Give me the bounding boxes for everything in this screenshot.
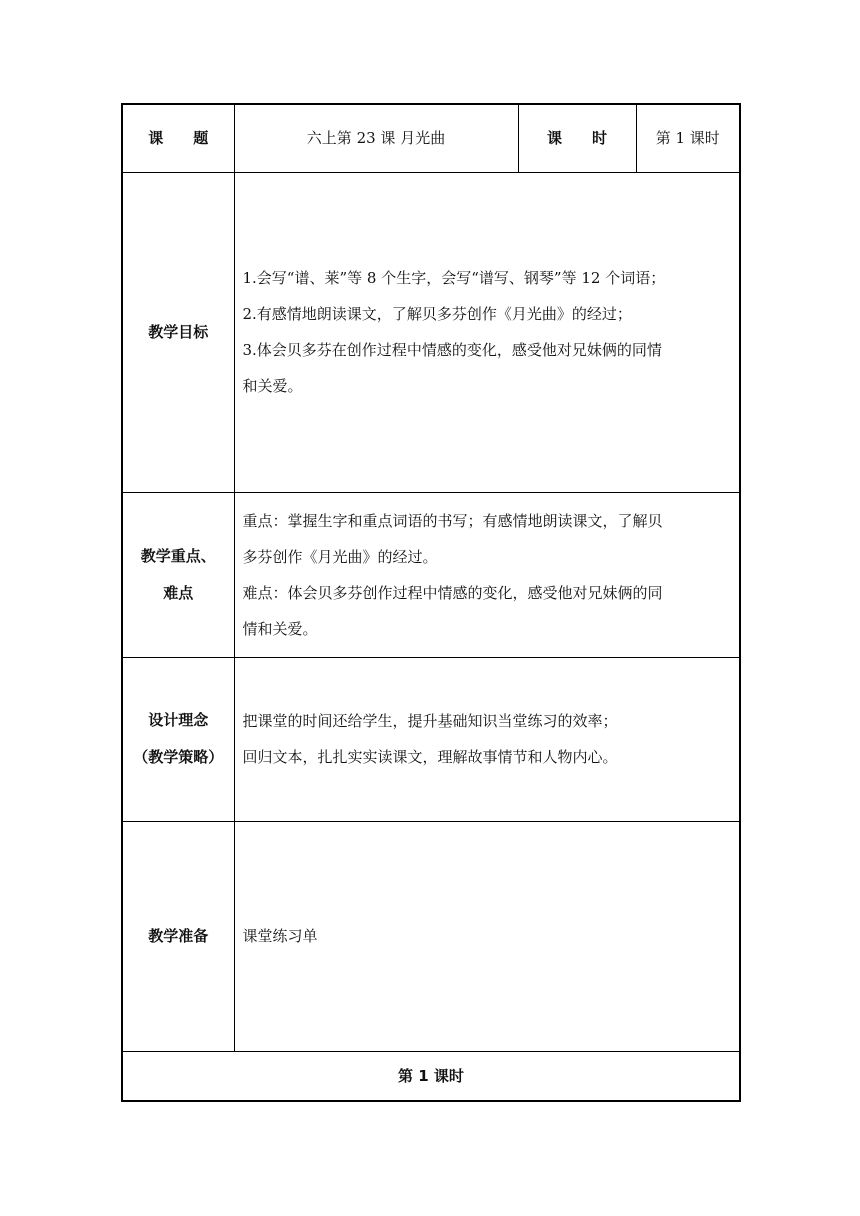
- design-label: [122, 657, 234, 821]
- objectives-content: [234, 172, 740, 492]
- objective-line-2: 2.有感情地朗读课文，了解贝多芬创作《月光曲》的经过；: [242, 305, 632, 323]
- preparation-content: 课堂练习单: [234, 821, 740, 1051]
- period-label: 课 时: [518, 104, 636, 172]
- key-points-label-line-1: 教学重点、: [140, 546, 216, 565]
- key-points-label-line-2: 难点: [163, 583, 194, 602]
- design-line-1: 把课堂的时间还给学生，提升基础知识当堂练习的效率；: [242, 712, 618, 730]
- lesson-plan-table: [121, 103, 741, 1102]
- key-point-line-4: 情和关爱。: [242, 619, 318, 638]
- header-row: [122, 104, 740, 172]
- key-points-label: [122, 492, 234, 657]
- period-value: 第 1 课时: [636, 104, 740, 172]
- design-label-line-2: （教学策略）: [133, 748, 224, 766]
- key-point-line-1: 重点：掌握生字和重点词语的书写；有感情地朗读课文，了解贝: [242, 511, 663, 530]
- preparation-row: [122, 821, 740, 1051]
- design-line-2: 回归文本，扎扎实实读课文，理解故事情节和人物内心。: [242, 748, 618, 766]
- objectives-row: [122, 172, 740, 492]
- objective-line-3: 3.体会贝多芬在创作过程中情感的变化，感受他对兄妹俩的同情: [242, 341, 662, 359]
- key-point-line-2: 多芬创作《月光曲》的经过。: [242, 547, 438, 566]
- design-content: [234, 657, 740, 821]
- subject-value: 六上第 23 课 月光曲: [234, 104, 518, 172]
- period-title: 第 1 课时: [122, 1051, 740, 1101]
- key-points-content: [234, 492, 740, 657]
- preparation-label: 教学准备: [122, 821, 234, 1051]
- objective-line-1: 1.会写“谱、莱”等 8 个生字，会写“谱写、钢琴”等 12 个词语；: [242, 269, 666, 287]
- footer-row: [122, 1051, 740, 1101]
- objectives-label: 教学目标: [122, 172, 234, 492]
- objective-line-4: 和关爱。: [242, 377, 303, 395]
- key-points-row: [122, 492, 740, 657]
- design-label-line-1: 设计理念: [148, 711, 209, 729]
- key-point-line-3: 难点：体会贝多芬创作过程中情感的变化，感受他对兄妹俩的同: [242, 583, 663, 602]
- subject-label: 课 题: [122, 104, 234, 172]
- design-row: [122, 657, 740, 821]
